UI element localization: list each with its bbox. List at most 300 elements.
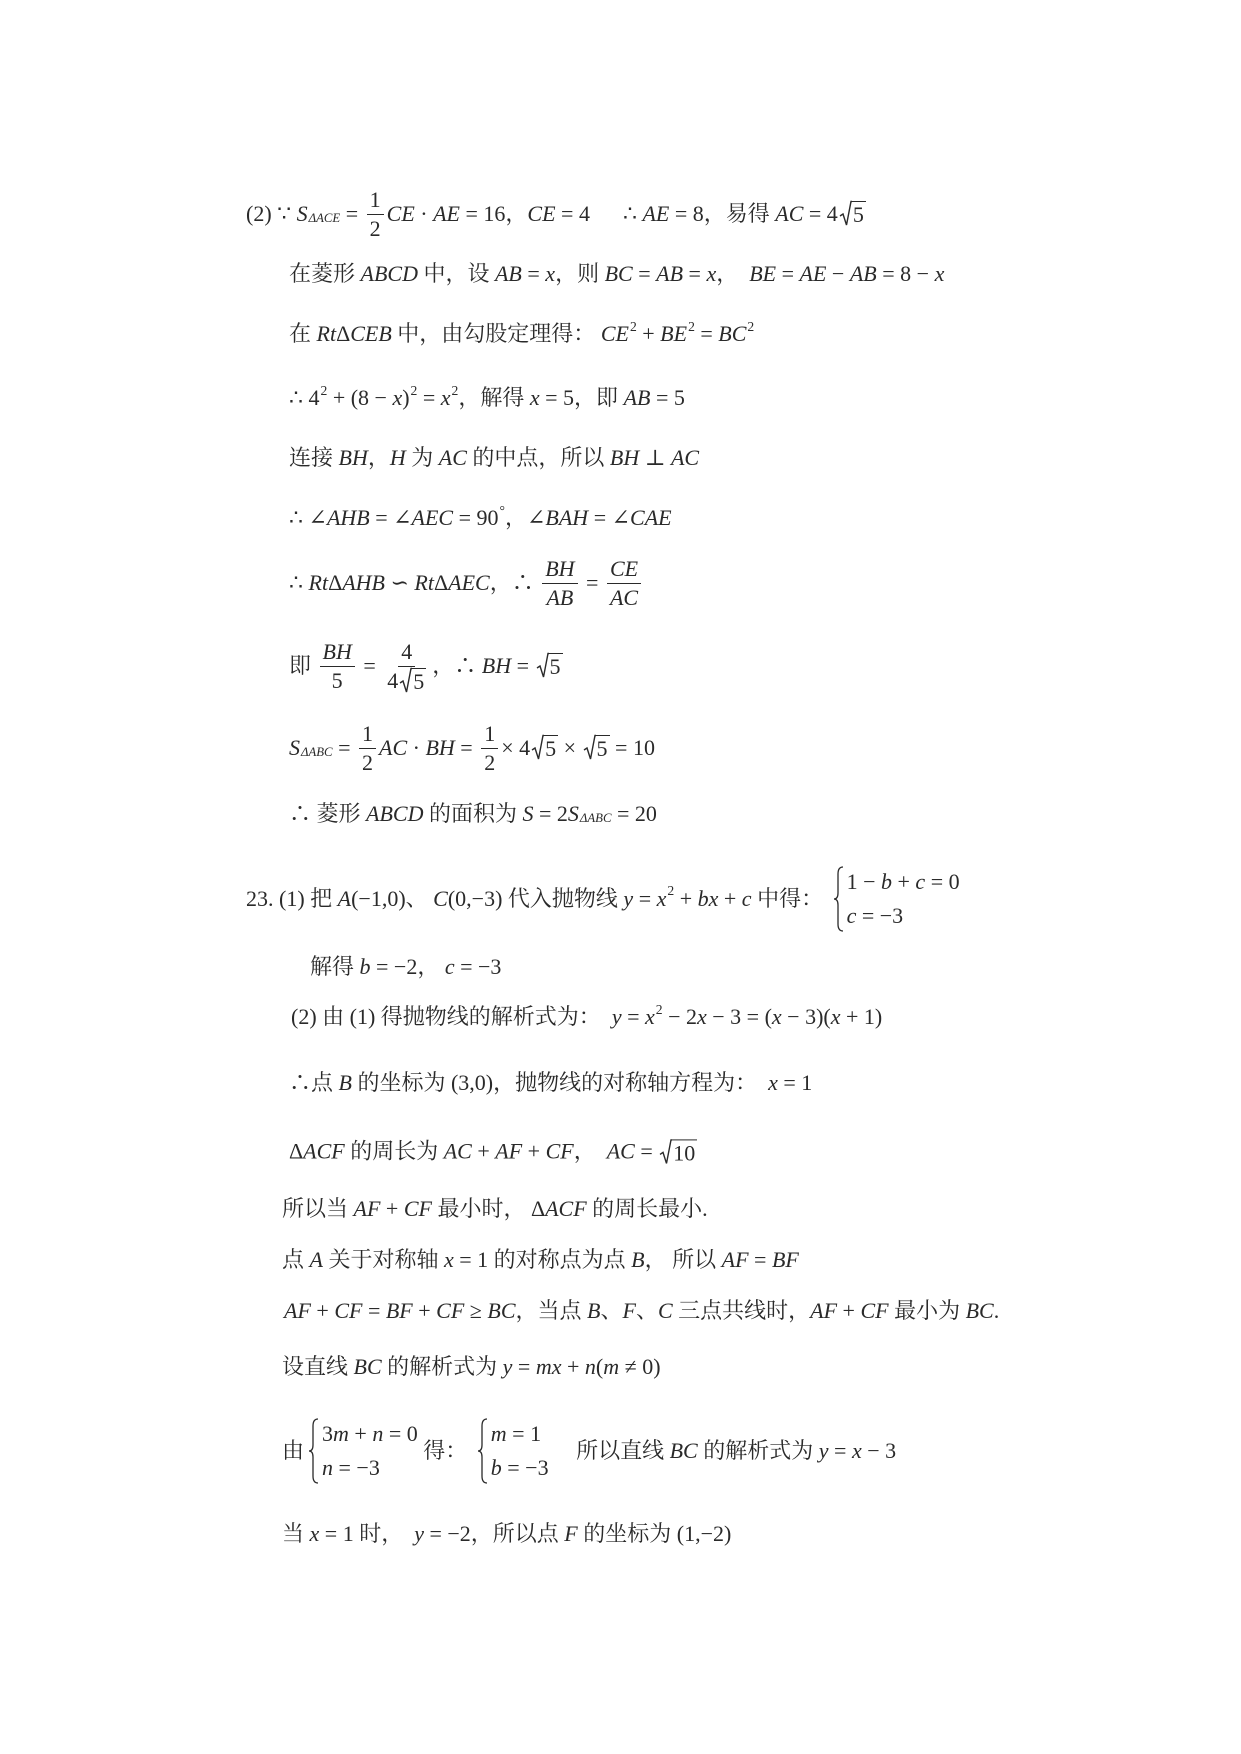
text-run: = [521,260,546,286]
solution-line [289,555,644,611]
text-run: = [512,1353,536,1379]
math-variable: AF [353,1195,381,1221]
math-variable: y [414,1520,424,1546]
radicand [549,653,563,679]
text-run: + [522,1138,546,1164]
text-run: 1 [369,187,381,212]
math-variable: BC [965,1297,994,1323]
math-variable: Rt [414,569,434,595]
math-variable: x [392,384,403,410]
math-variable: x [529,384,540,410]
solution-line [289,720,655,776]
text-run: 的坐标为 (1,−2) [577,1520,732,1546]
text-run: ) [402,384,410,410]
math-variable: ABCD [366,800,424,826]
solution-line [310,954,501,980]
equation-system-rows [491,1421,549,1482]
text-run: + [310,1297,335,1323]
math-variable: CE [609,556,639,581]
text-run: = 90 [453,504,499,530]
text-run: = 8，易得 [669,200,776,226]
text-run: = −2， [370,953,445,979]
solution-line [246,186,866,242]
text-run: ∴点 [289,1069,339,1095]
math-variable: A [337,885,352,911]
text-run: 2 [369,215,381,241]
math-variable: CF [436,1297,465,1323]
solution-line [289,638,563,694]
equation-row [491,1421,549,1447]
text-run: 在菱形 [289,260,361,286]
text-run: ⊥ [639,444,671,470]
math-variable: x [830,1003,841,1029]
fraction [359,720,376,776]
text-run: 5 [596,736,608,762]
math-variable: c [444,953,455,979]
left-brace-icon [833,866,845,932]
math-variable: b [881,868,892,894]
math-variable: AC [443,1138,472,1164]
equation-row [322,1455,418,1481]
equation-row [847,903,960,929]
text-run: + [718,885,742,911]
math-variable: c [846,903,857,928]
math-variable: CF [403,1195,432,1221]
text-run: = 1 的对称点为点 [453,1246,632,1272]
text-run: = [694,320,719,346]
radicand [596,735,610,761]
fraction-denominator [607,584,641,612]
text-run: 三点共线时， [672,1297,811,1323]
text-run: = 16， [460,200,528,226]
text-run: = [580,569,604,595]
solution-line [282,1354,661,1380]
math-variable: BE [660,320,688,346]
text-run: 关于对称轴 [322,1246,444,1272]
equation-row [491,1455,549,1481]
text-run: = 1 时， [319,1520,415,1546]
text-run: 的坐标为 (3,0)，抛物线的对称轴方程为： [351,1069,769,1095]
text-run: (2) ∵ [246,200,297,226]
text-run: 最小时， Δ [431,1195,546,1221]
square-root [583,734,610,761]
text-run: 解得 [310,953,360,979]
fraction-numerator [481,720,498,749]
text-run: = [632,260,657,286]
text-run: 中，由勾股定理得： [391,320,601,346]
solution-line [246,866,960,932]
math-variable: BH [425,734,455,760]
text-run: 点 [282,1246,310,1272]
text-run: ， [716,260,750,286]
math-variable: AC [609,584,639,610]
math-variable: BC [487,1297,516,1323]
text-run: = [357,652,382,678]
text-run: 5 [852,202,864,228]
math-variable: AB [656,260,684,286]
text-run: (0,−3) 代入抛物线 [447,885,624,911]
text-run: ≠ 0) [619,1353,661,1379]
square-root [659,1138,697,1165]
fraction [384,638,429,694]
fraction-numerator [398,638,415,667]
superscript: ° [499,502,505,518]
equation-system [833,866,960,932]
math-variable: F [564,1520,578,1546]
radicand [412,668,426,694]
text-run: = [511,652,535,678]
math-variable: S [567,800,579,826]
text-run: 的周长最小. [586,1195,708,1221]
math-variable: S [522,800,534,826]
text-run: = 4 ∴ [555,200,643,226]
math-variable: c [915,868,926,894]
radical-sign-icon [659,1138,672,1165]
text-run: 、 [635,1297,658,1323]
math-variable: BH [338,444,368,470]
text-run: . [993,1297,1000,1323]
fraction-denominator [543,584,576,612]
text-run: = 1 [777,1069,813,1095]
text-run: = 10 [609,734,655,760]
math-variable: n [322,1455,334,1480]
text-run: · [414,200,434,226]
solution-line [289,1070,812,1096]
math-variable: BE [749,260,777,286]
text-run: = 4 [803,200,838,226]
math-variable: BH [609,444,640,470]
fraction-denominator [481,749,498,777]
text-run: + 1) [840,1003,883,1029]
text-run: + [892,868,916,894]
math-variable: n [372,1420,384,1446]
subscript: ΔABC [579,811,612,826]
text-run: = [776,260,800,286]
text-run: 设直线 [282,1353,354,1379]
text-run: + (8 − [327,384,393,410]
text-run: 的解析式为 [381,1353,503,1379]
math-variable: BH [481,652,512,678]
math-variable: x [309,1520,320,1546]
text-run: = −3 [501,1455,549,1480]
text-run: = 2 [533,800,568,826]
square-root [399,667,426,694]
text-run: 在 [289,320,317,346]
text-run: × [558,734,582,760]
text-run: Δ [289,1138,304,1164]
math-variable: bx [697,885,719,911]
equation-system-rows [847,869,960,930]
subscript: ΔABC [301,745,333,760]
solution-line [289,318,755,347]
fraction-denominator [359,749,376,777]
math-variable: ABCD [360,260,418,286]
math-variable: CE [600,320,629,346]
equation-system-rows [322,1421,418,1482]
math-variable: AC [379,734,408,760]
square-root [839,200,866,227]
math-variable: m [333,1420,349,1446]
text-run: 3 [322,1420,334,1446]
text-run: 连接 [289,444,339,470]
math-variable: AE [642,200,670,226]
text-run: = 5 [650,384,685,410]
text-run: ， 所以 [644,1246,722,1272]
math-variable: AF [721,1246,749,1272]
math-variable: BF [771,1246,799,1272]
math-variable: BH [545,556,575,581]
text-run: (−1,0)、 [351,885,434,911]
fraction [481,720,498,776]
math-variable: m [490,1420,507,1446]
text-run: = [454,734,479,760]
radical-sign-icon [839,200,852,227]
text-run: 所以当 [282,1195,354,1221]
fraction [607,555,641,611]
solution-line [289,382,685,411]
superscript: 2 [688,318,695,334]
math-variable: CF [860,1297,889,1323]
math-variable: AE [433,200,460,226]
text-run: + [471,1138,496,1164]
text-run: + [348,1420,373,1446]
text-run: − [826,260,850,286]
text-run: (2) 由 (1) 得抛物线的解析式为： [291,1003,612,1029]
text-run: ( [595,1353,604,1379]
math-variable: x [768,1069,778,1095]
math-variable: x [851,1437,862,1463]
math-variable: S [296,200,308,226]
math-variable: AEC [411,504,454,530]
text-run: − 3)( [781,1003,831,1029]
solution-line [282,1521,731,1547]
fraction-numerator [542,555,577,584]
superscript: 2 [451,382,459,398]
math-variable: BC [718,320,747,346]
solution-line [289,261,944,287]
math-variable: mx [535,1353,562,1379]
text-run: − 3 = ( [706,1003,772,1029]
superscript: 2 [747,318,755,334]
solution-line [291,1001,883,1030]
subscript: ΔACE [308,211,341,226]
math-variable: BF [385,1297,413,1323]
math-variable: AE [799,260,827,286]
text-run: 2 [362,749,373,775]
text-run: 1 − [846,868,881,894]
math-variable: BAH [545,504,589,530]
radical-sign-icon [531,734,544,761]
math-variable: H [389,444,406,470]
math-variable: CE [527,200,556,226]
fraction-numerator [320,638,355,667]
math-variable: AHB [342,569,385,595]
text-run: ，当点 [515,1297,588,1323]
solution-line [289,502,672,531]
math-variable: A [309,1246,323,1272]
math-variable: BC [353,1353,382,1379]
text-run: 当 [282,1520,310,1546]
text-run: ∴ 菱形 [289,800,367,826]
fraction [542,555,577,611]
math-variable: BH [322,639,352,664]
math-variable: b [359,953,371,979]
text-run: − 3 [861,1437,897,1463]
text-run: = ∠ [588,504,631,530]
fraction-denominator [367,215,384,243]
text-run: = 0 [925,868,960,894]
math-variable: AEC [448,569,490,595]
equation-system [477,1418,549,1484]
math-variable: AHB [326,504,370,530]
math-variable: x [440,384,451,410]
solution-line [289,1138,697,1165]
text-run: = [417,384,441,410]
text-run: = 0 [383,1420,418,1446]
text-run: 中得： [751,885,829,911]
text-run: 1 [362,721,373,746]
text-run: = [362,1297,386,1323]
text-run: 1 [484,721,496,746]
math-variable: AB [849,260,877,286]
text-run: ，∴ [489,569,540,595]
radical-sign-icon [399,667,412,694]
radicand [852,201,866,227]
text-run: ，则 [555,260,605,286]
text-run: 5 [413,668,425,694]
equation-system [308,1418,418,1484]
text-run: 的面积为 [423,800,523,826]
text-run: = [828,1437,852,1463]
math-variable: BC [604,260,633,286]
text-run: = 1 [506,1420,542,1446]
superscript: 2 [320,382,328,398]
text-run: = [633,885,657,911]
math-variable: n [584,1353,596,1379]
math-variable: x [443,1246,454,1272]
math-variable: CE [386,200,415,226]
math-variable: c [741,885,752,911]
text-run: + [412,1297,437,1323]
radical-sign-icon [536,652,549,679]
text-run: 由 [282,1437,305,1463]
math-variable: CF [334,1297,363,1323]
math-variable: AB [494,260,522,286]
text-run: = −3 [856,903,904,928]
superscript: 2 [629,318,637,334]
math-variable: AB [546,584,574,610]
text-run: 10 [673,1140,696,1166]
square-root [536,652,563,679]
solution-line [282,1247,799,1273]
text-run: = [748,1246,772,1272]
text-run: 中，设 [417,260,495,286]
fraction-numerator [359,720,376,749]
math-variable: y [623,885,634,911]
math-variable: ACF [545,1195,587,1221]
superscript: 2 [655,1001,663,1017]
math-variable: AF [810,1297,838,1323]
math-variable: AC [775,200,804,226]
math-variable: CAE [630,504,672,530]
equation-row [322,1421,418,1447]
text-run: − 2 [662,1003,697,1029]
math-variable: B [631,1246,645,1272]
text-run: = 5，即 [539,384,624,410]
math-variable: ACF [303,1138,345,1164]
math-variable: y [502,1353,513,1379]
equation-row [847,869,960,895]
solution-line [282,1196,708,1222]
solution-line [282,1418,896,1484]
text-run: ∴ 4 [289,384,320,410]
math-variable: AC [606,1138,635,1164]
math-variable: F [622,1297,636,1323]
math-variable: x [934,260,945,286]
text-run: = −3 [333,1455,380,1480]
math-variable: y [818,1437,829,1463]
math-variable: x [545,260,556,286]
text-run: = ∠ [369,504,412,530]
text-run: 的解析式为 [697,1437,819,1463]
math-variable: AF [495,1138,523,1164]
fraction-numerator [607,555,641,584]
math-variable: x [656,885,667,911]
text-run: = [683,260,707,286]
fraction [367,186,384,242]
text-run: 所以直线 [548,1437,670,1463]
text-run: 2 [484,749,496,775]
radicand [544,735,558,761]
text-run: ，解得 [458,384,530,410]
superscript: 2 [410,382,418,398]
text-run: 最小为 [888,1297,966,1323]
fraction [320,638,355,694]
text-run: 23. (1) 把 [246,885,338,911]
math-variable: Rt [308,569,329,595]
text-run: + [380,1195,404,1221]
text-run: · [407,734,426,760]
math-variable: AC [438,444,467,470]
fraction-denominator [329,667,346,695]
math-variable: CEB [350,320,392,346]
math-variable: S [289,734,300,760]
text-run: 为 [405,444,439,470]
math-variable: m [603,1353,620,1379]
math-variable: x [697,1003,707,1029]
text-run: + [837,1297,861,1323]
left-brace-icon [477,1418,489,1484]
solution-line [289,445,699,471]
radicand [672,1139,697,1165]
text-run: 5 [545,736,557,762]
text-run: Δ [433,569,449,595]
text-run: + [636,320,661,346]
math-variable: AC [670,444,700,470]
text-run: 5 [549,654,561,680]
text-run: 4 [387,667,399,693]
text-run: = [340,200,364,226]
text-run: = 20 [611,800,657,826]
math-variable: CF [545,1138,574,1164]
text-run: 即 [289,652,317,678]
text-run: Δ [336,320,351,346]
radical-sign-icon [583,734,596,761]
text-run: ， [573,1138,607,1164]
math-variable: C [433,885,448,911]
text-run: ∽ [384,569,415,595]
text-run: 4 [401,639,413,664]
